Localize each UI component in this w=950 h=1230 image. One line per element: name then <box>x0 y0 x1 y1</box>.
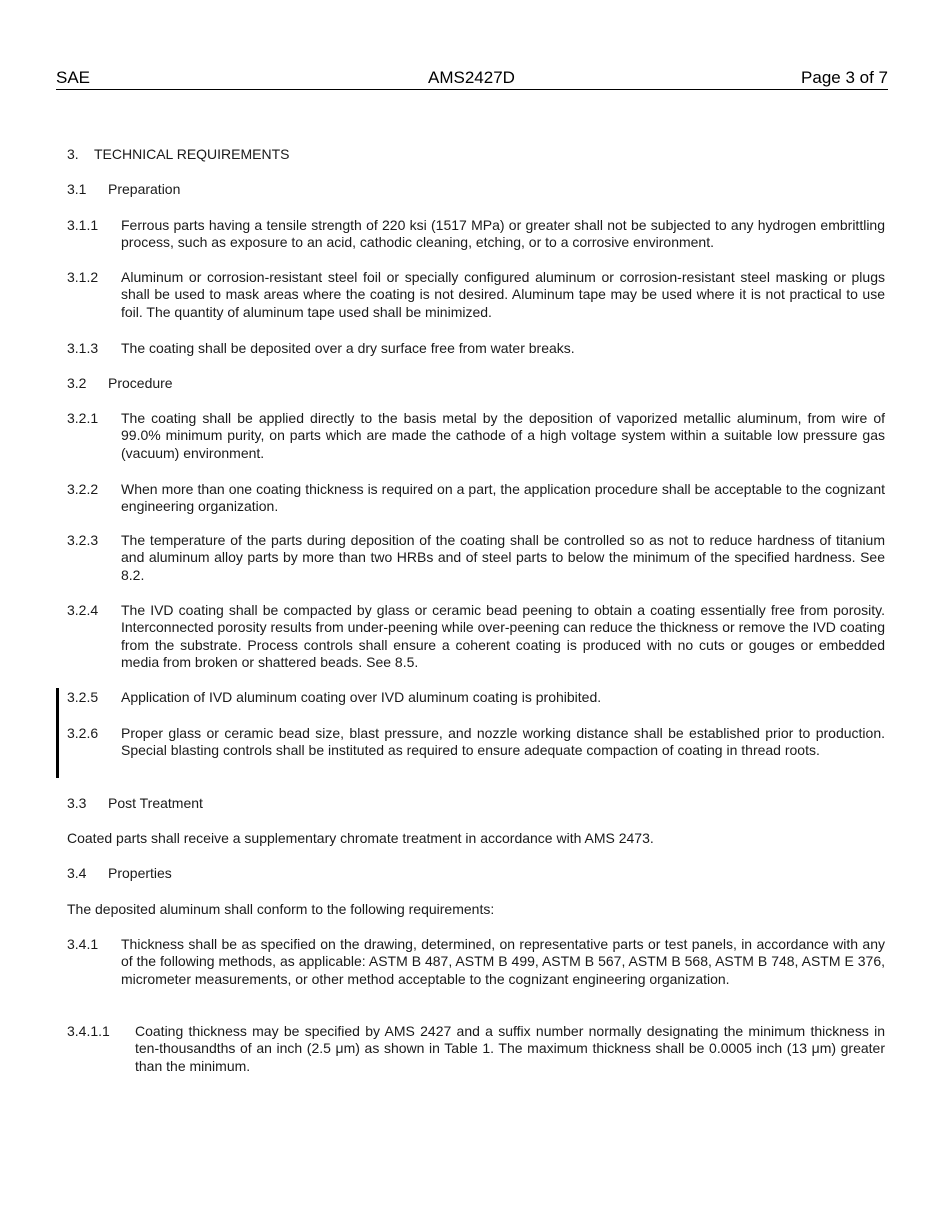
section-heading-3-1: 3.1 Preparation <box>67 181 181 197</box>
paragraph-3-3: Coated parts shall receive a supplementary chromate treatment in accordance with AMS 2473. <box>67 830 654 846</box>
paragraph-3-2-4: 3.2.4 The IVD coating shall be compacted by glass or ceramic bead peening to obtain a coating essentially free from porosity. Interconnected porosity results from under-peening while over-peening can reduce the thickness or remove the IVD coating from the substrate. Process controls shall ensure a coherent coating is produced with no cuts or gouges or embedded media from broken or shattered beads. See 8.5. <box>67 602 885 671</box>
paragraph-3-4-1-1: 3.4.1.1 Coating thickness may be specified by AMS 2427 and a suffix number normally designating the minimum thickness in ten-thousandths of an inch (2.5 μm) as shown in Table 1. The maximum thickness shall be 0.0005 inch (13 μm) greater than the minimum. <box>67 1023 885 1074</box>
paragraph-3-1-2: 3.1.2 Aluminum or corrosion-resistant steel foil or specially configured aluminum or corrosion-resistant steel masking or plugs shall be used to mask areas where the coating is not desired. Aluminum tape may be used where it is not practical to use foil. The quantity of aluminum tape used shall be minimized. <box>67 269 885 320</box>
paragraph-3-4-1: 3.4.1 Thickness shall be as specified on the drawing, determined, on representative parts or test panels, in accordance with any of the following methods, as applicable: ASTM B 487, ASTM B 499, ASTM B 567, ASTM B 568, ASTM B 748, ASTM E 376, micrometer measurements, or other method acceptable to the cognizant engineering organization. <box>67 936 885 987</box>
paragraph-3-2-6: 3.2.6 Proper glass or ceramic bead size, blast pressure, and nozzle working distance shall be established prior to production. Special blasting controls shall be instituted as required to ensure adequate compaction of coating in thread roots. <box>67 725 885 759</box>
paragraph-3-2-2: 3.2.2 When more than one coating thickness is required on a part, the application procedure shall be acceptable to the cognizant engineering organization. <box>67 481 885 515</box>
section-heading-3-4: 3.4 Properties <box>67 865 172 881</box>
section-heading-3: 3. TECHNICAL REQUIREMENTS <box>67 146 290 162</box>
paragraph-3-2-3: 3.2.3 The temperature of the parts during deposition of the coating shall be controlled so as not to reduce hardness of titanium and aluminum alloy parts by more than two HRBs and of steel parts to below the minimum of the specified hardness. See 8.2. <box>67 532 885 583</box>
paragraph-3-1-1: 3.1.1 Ferrous parts having a tensile strength of 220 ksi (1517 MPa) or greater shall not be subjected to any hydrogen embrittling process, such as exposure to an acid, cathodic cleaning, etching, or to a corrosive environment. <box>67 217 885 251</box>
header-org: SAE <box>56 68 91 87</box>
paragraph-3-2-1: 3.2.1 The coating shall be applied directly to the basis metal by the deposition of vaporized metallic aluminum, from wire of 99.0% minimum purity, on parts which are made the cathode of a high voltage system within a suitable low pressure gas (vacuum) environment. <box>67 410 885 461</box>
paragraph-3-2-5: 3.2.5 Application of IVD aluminum coating over IVD aluminum coating is prohibited. <box>67 689 602 705</box>
section-heading-3-2: 3.2 Procedure <box>67 375 173 391</box>
header-doc-number: AMS2427D <box>428 68 515 87</box>
paragraph-3-1-3: 3.1.3 The coating shall be deposited over a dry surface free from water breaks. <box>67 340 575 356</box>
paragraph-3-4: The deposited aluminum shall conform to the following requirements: <box>67 901 495 917</box>
section-heading-3-3: 3.3 Post Treatment <box>67 795 203 811</box>
revision-change-bar <box>56 688 59 778</box>
header-page-number: Page 3 of 7 <box>801 68 888 87</box>
page-header <box>56 68 888 90</box>
